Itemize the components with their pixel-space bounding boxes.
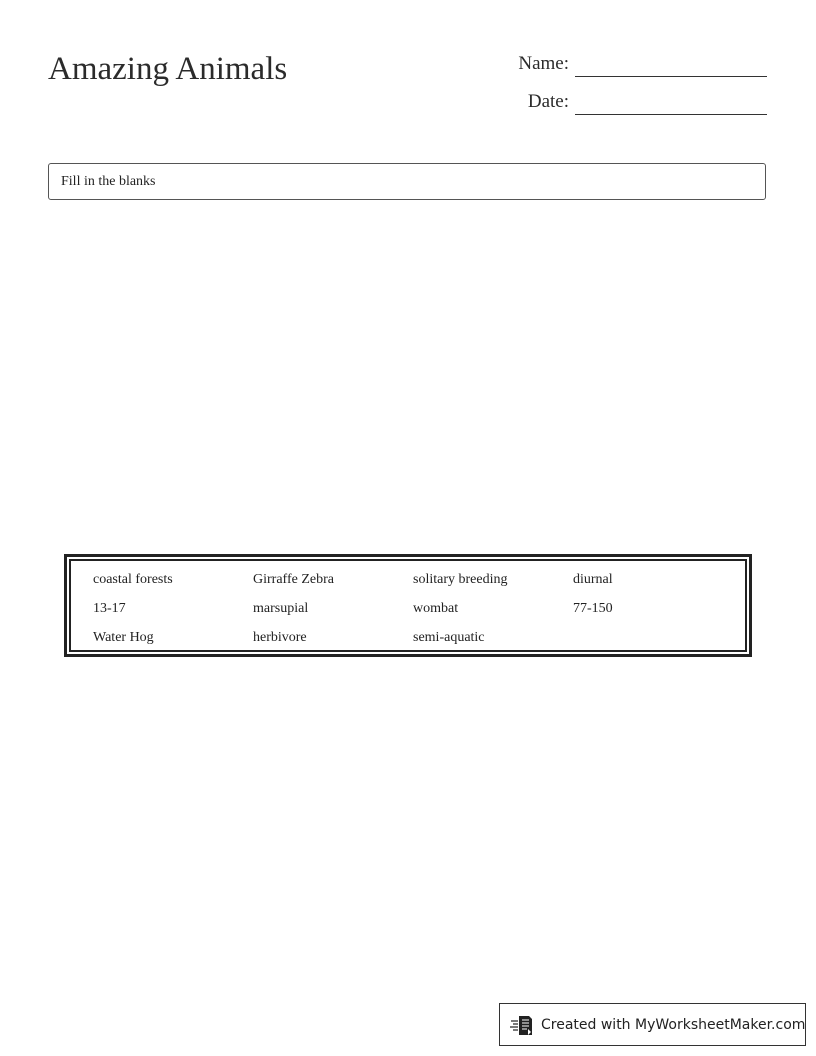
word-bank-item: diurnal [573,572,613,587]
name-label: Name: [518,53,569,74]
name-field [518,50,767,77]
word-bank-item: Water Hog [93,630,154,645]
word-bank-item: 77-150 [573,601,613,616]
word-bank [64,554,752,657]
word-bank-item: coastal forests [93,572,173,587]
word-bank-grid [93,568,733,655]
date-blank-line[interactable] [575,88,767,115]
word-bank-item: wombat [413,601,459,616]
word-bank-item: 13-17 [93,601,126,616]
word-bank-item: herbivore [253,630,307,645]
word-bank-item: Girraffe Zebra [253,572,334,587]
word-bank-item: solitary breeding [413,572,508,587]
instructions-box: Fill in the blanks [48,163,766,200]
name-blank-line[interactable] [575,50,767,77]
word-bank-item: marsupial [253,601,309,616]
worksheet-title: Amazing Animals [48,51,288,87]
date-field [528,88,767,115]
footer-credit-text[interactable]: Created with MyWorksheetMaker.com [541,1016,806,1033]
worksheet-maker-logo-icon [510,1013,534,1037]
date-label: Date: [527,91,569,112]
word-bank-item: semi-aquatic [413,630,485,645]
word-bank-inner-border [69,559,747,652]
footer-credit-badge[interactable] [499,1003,806,1046]
